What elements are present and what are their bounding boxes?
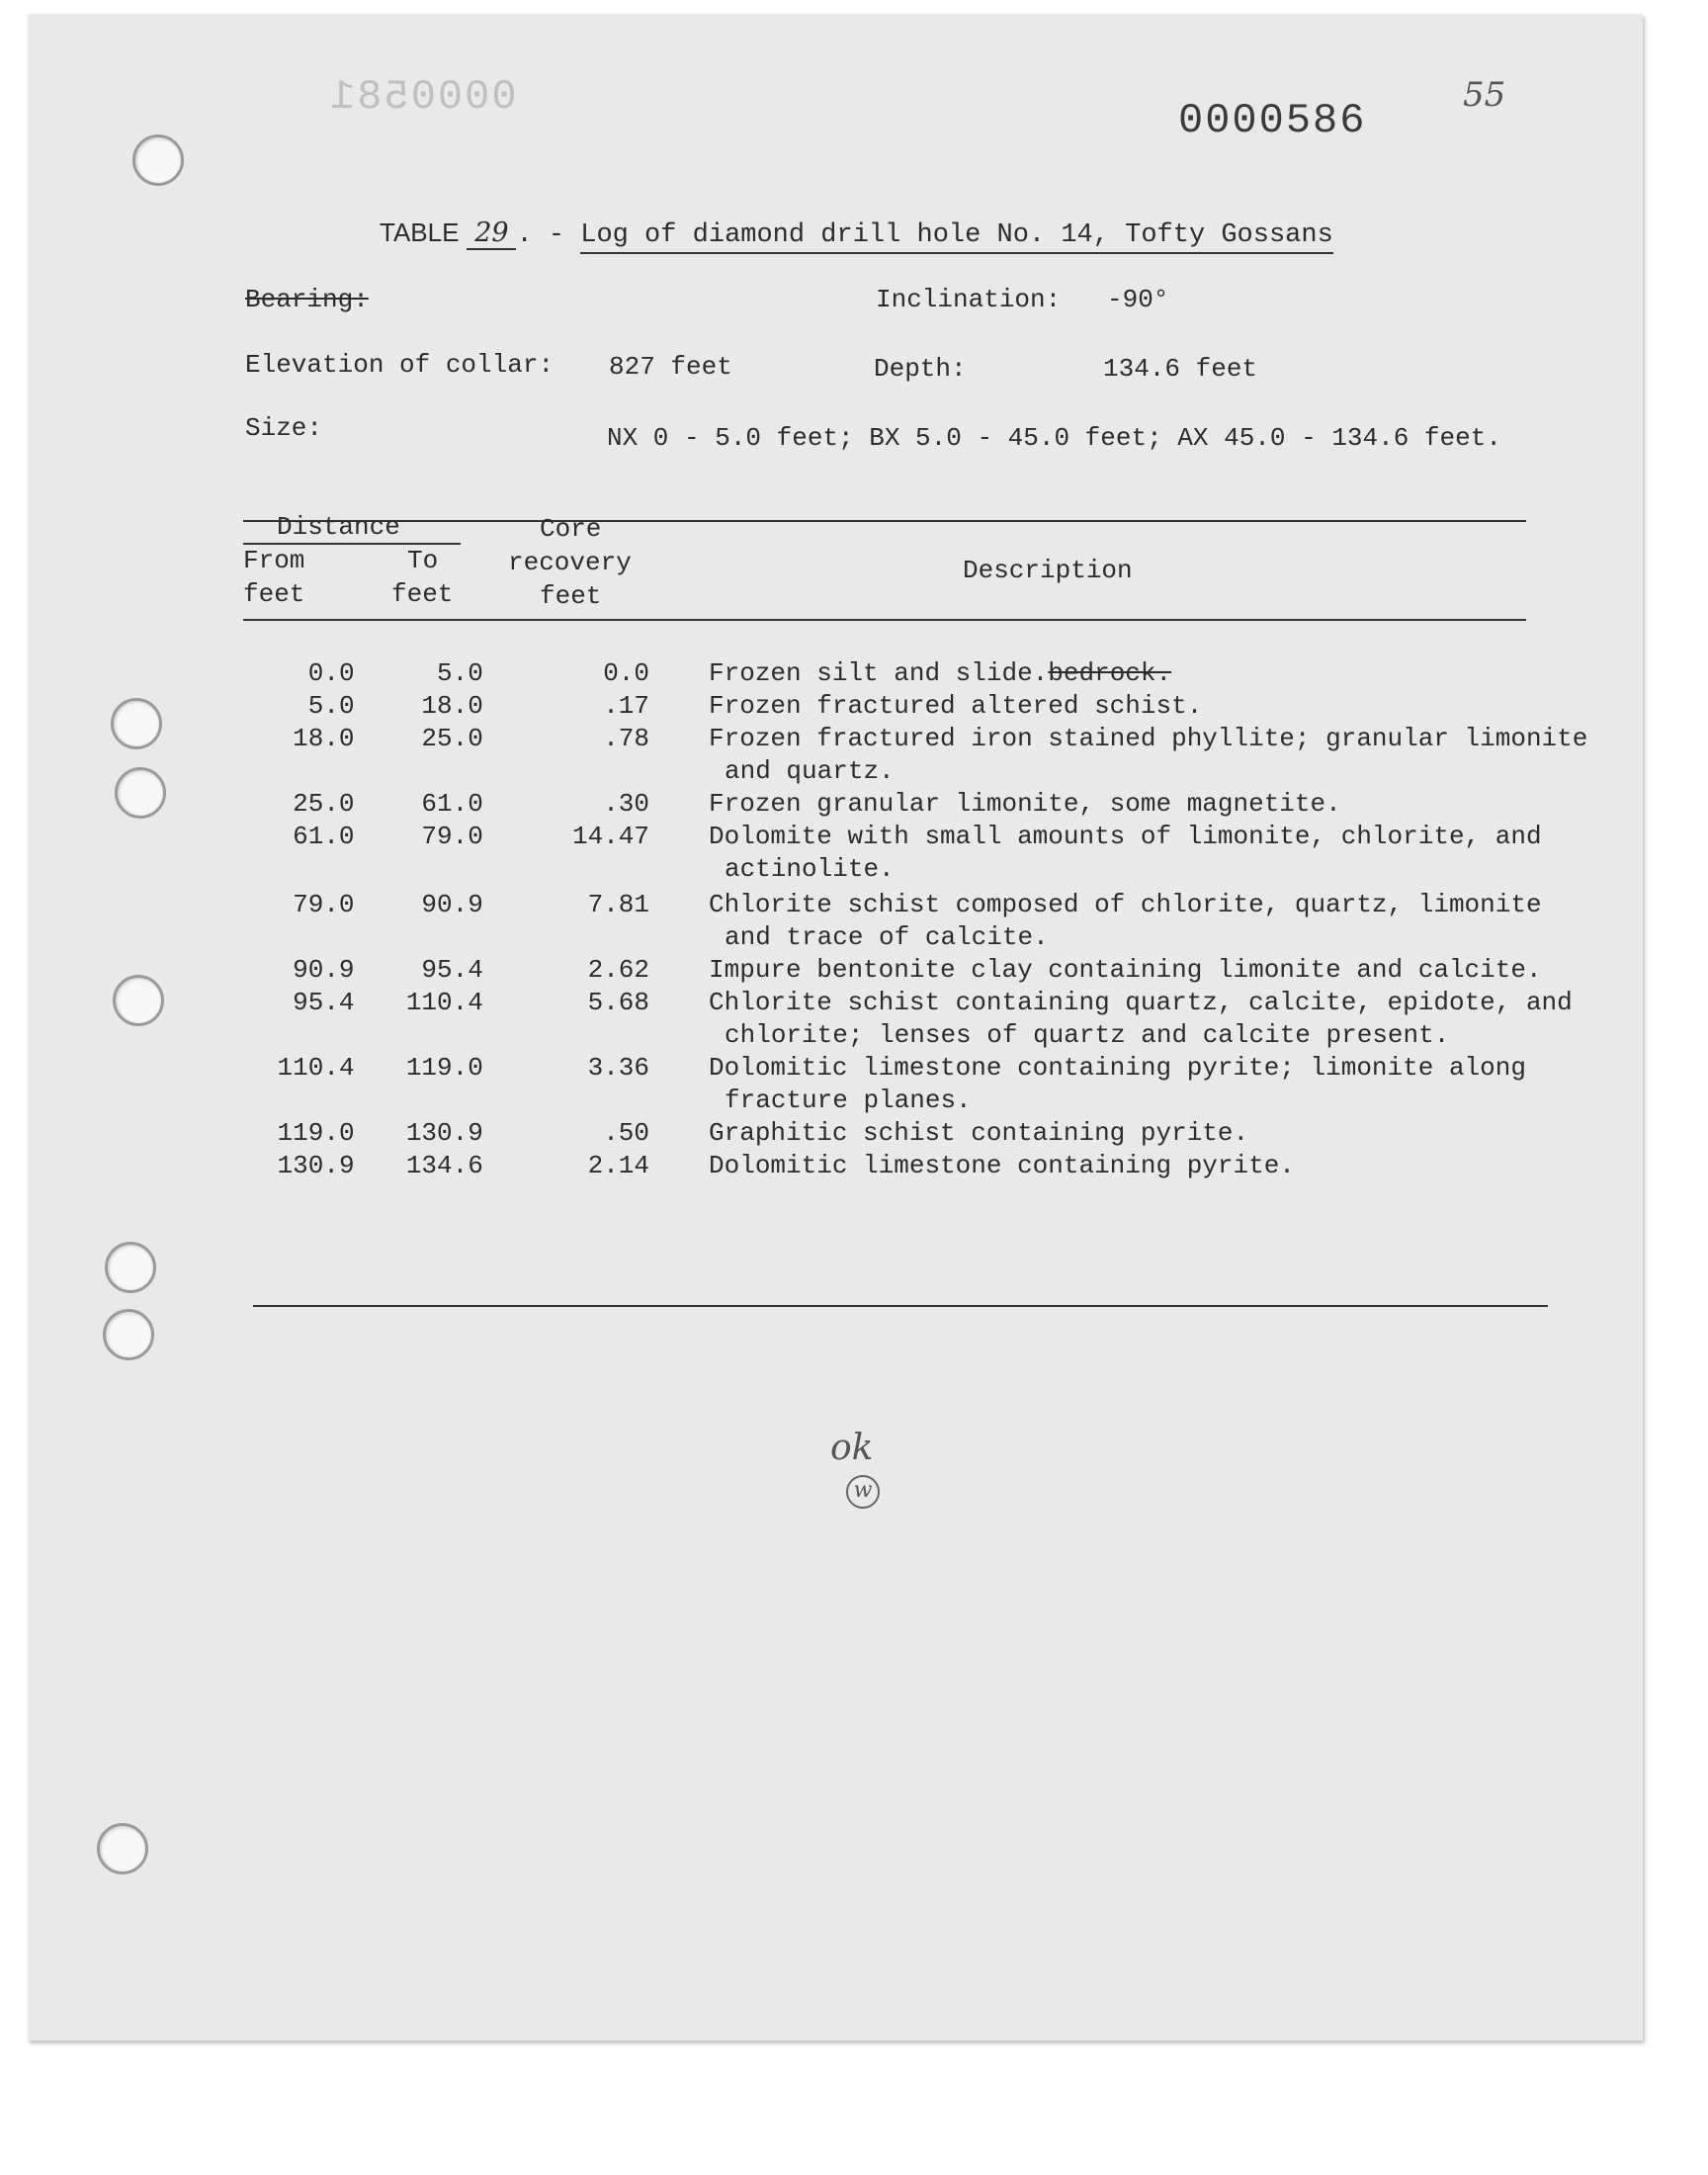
mirrored-stamp-number: 0000581: [328, 73, 517, 121]
binder-hole: [115, 767, 166, 819]
binder-hole: [103, 1309, 154, 1360]
cell-to: 130.9: [405, 1118, 483, 1148]
depth-label: Depth:: [874, 354, 967, 384]
cell-core: 0.0: [603, 658, 650, 688]
cell-core: .50: [603, 1118, 650, 1148]
cell-core: 3.36: [587, 1053, 650, 1083]
table-caption: Log of diamond drill hole No. 14, Tofty Gossans: [580, 220, 1333, 254]
elevation-label: Elevation of collar:: [245, 350, 555, 380]
cell-from: 90.9: [293, 955, 355, 985]
cell-from: 5.0: [307, 691, 355, 721]
cell-to: 95.4: [421, 955, 483, 985]
header-bottom-rule: [243, 619, 1526, 621]
cell-description: Frozen fractured iron stained phyllite; granular limonite and quartz.: [709, 724, 1588, 786]
cell-from: 110.4: [277, 1053, 355, 1083]
inclination-value: -90°: [1107, 285, 1169, 314]
cell-description: Dolomite with small amounts of limonite, chlorite, and actinolite.: [709, 822, 1542, 884]
cell-from: 119.0: [277, 1118, 355, 1148]
cell-core: .78: [603, 724, 650, 753]
cell-core: .17: [603, 691, 650, 721]
handwritten-page-number: 55: [1463, 75, 1506, 115]
cell-to: 61.0: [421, 789, 483, 819]
binder-hole: [132, 134, 184, 186]
description-text: Frozen silt and slide.: [709, 658, 1049, 688]
table-row: [235, 1150, 1589, 1182]
handwritten-initials: ok: [830, 1428, 874, 1468]
inclination-label: Inclination:: [876, 285, 1062, 314]
header-description: Description: [963, 556, 1133, 585]
cell-from: 79.0: [293, 890, 355, 919]
table-number: 29: [467, 218, 516, 250]
header-core-unit: feet: [540, 581, 602, 611]
cell-from: 18.0: [293, 724, 355, 753]
cell-description: [709, 657, 1589, 690]
cell-from: 130.9: [277, 1151, 355, 1180]
header-core: Core: [540, 514, 602, 544]
size-value: NX 0 - 5.0 feet; BX 5.0 - 45.0 feet; AX 45.0 - 134.6 feet.: [607, 423, 1501, 453]
cell-description: Chlorite schist containing quartz, calcite, epidote, and chlorite; lenses of quartz and calcite present.: [709, 988, 1573, 1050]
header-from-unit: feet: [243, 579, 305, 609]
header-from: From: [243, 546, 305, 575]
cell-description: Frozen granular limonite, some magnetite.: [709, 789, 1341, 819]
table-top-rule: [243, 520, 1526, 522]
elevation-value: 827 feet: [609, 352, 732, 382]
cell-from: 25.0: [293, 789, 355, 819]
cell-from: 95.4: [293, 988, 355, 1017]
table-row: [235, 987, 1589, 1052]
cell-to: 134.6: [405, 1151, 483, 1180]
table-row: [235, 1052, 1589, 1117]
cell-to: 90.9: [421, 890, 483, 919]
title-separator: . -: [516, 220, 581, 250]
handwritten-circled-mark: w: [846, 1475, 880, 1509]
table-row: [235, 954, 1589, 987]
depth-value: 134.6 feet: [1103, 354, 1258, 384]
cell-from: 0.0: [307, 658, 355, 688]
cell-description: Impure bentonite clay containing limonite and calcite.: [709, 955, 1542, 985]
cell-to: 110.4: [405, 988, 483, 1017]
binder-hole: [97, 1823, 148, 1874]
cell-to: 119.0: [405, 1053, 483, 1083]
table-row: [235, 889, 1589, 954]
cell-description: Chlorite schist composed of chlorite, quartz, limonite and trace of calcite.: [709, 890, 1542, 952]
struck-text: bedrock.: [1048, 658, 1172, 688]
table-row: [235, 723, 1589, 788]
table-title: [380, 218, 1333, 250]
cell-to: 18.0: [421, 691, 483, 721]
cell-core: 2.62: [587, 955, 650, 985]
cell-description: Dolomitic limestone containing pyrite.: [709, 1151, 1295, 1180]
cell-from: 61.0: [293, 822, 355, 851]
header-recovery: recovery: [508, 548, 632, 577]
cell-to: 25.0: [421, 724, 483, 753]
table-row: [235, 657, 1589, 690]
header-to: To: [407, 546, 439, 575]
binder-hole: [105, 1242, 156, 1293]
cell-description: Frozen fractured altered schist.: [709, 691, 1203, 721]
table-row: [235, 1117, 1589, 1150]
binder-hole: [111, 698, 162, 749]
cell-description: Dolomitic limestone containing pyrite; limonite along fracture planes.: [709, 1053, 1526, 1115]
size-label: Size:: [245, 413, 323, 443]
drill-log-rows: [235, 657, 1589, 1182]
cell-to: 79.0: [421, 822, 483, 851]
table-row: [235, 788, 1589, 821]
cell-core: 7.81: [587, 890, 650, 919]
page-stamp-number: 0000586: [1178, 97, 1367, 144]
cell-description: Graphitic schist containing pyrite.: [709, 1118, 1249, 1148]
bearing-label: Bearing:: [245, 285, 369, 314]
table-word: TABLE: [380, 218, 460, 247]
cell-core: 2.14: [587, 1151, 650, 1180]
header-distance: Distance: [277, 512, 400, 542]
cell-to: 5.0: [437, 658, 483, 688]
cell-core: 14.47: [572, 822, 650, 851]
document-page: [28, 14, 1643, 2041]
table-bottom-rule: [253, 1305, 1548, 1307]
cell-core: 5.68: [587, 988, 650, 1017]
cell-core: .30: [603, 789, 650, 819]
binder-hole: [113, 975, 164, 1026]
header-to-unit: feet: [391, 579, 454, 609]
table-row: [235, 690, 1589, 723]
table-row: [235, 821, 1589, 886]
